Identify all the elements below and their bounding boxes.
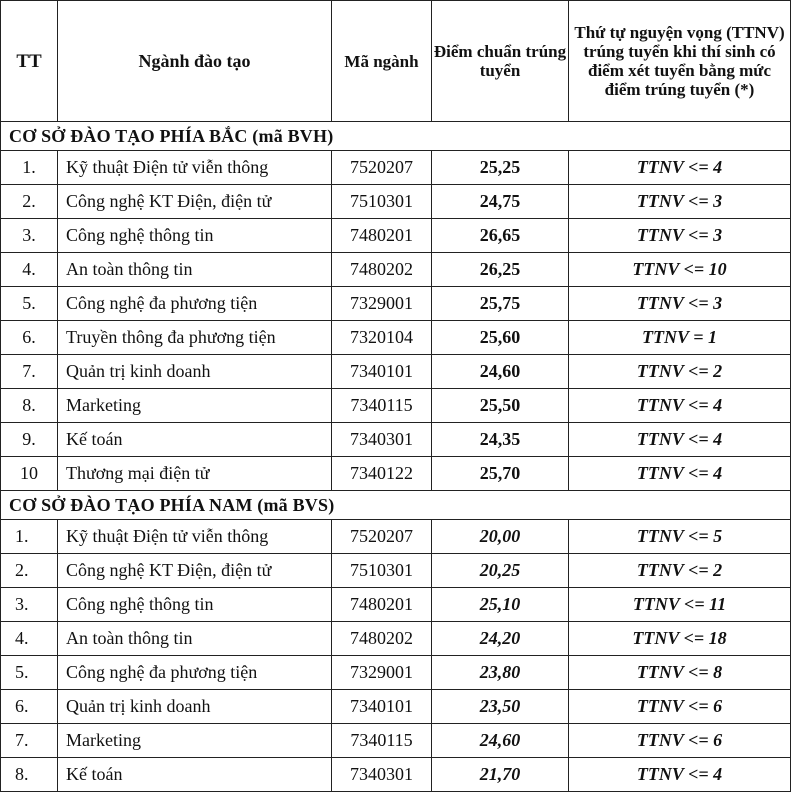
major-name: Truyền thông đa phương tiện (58, 321, 332, 355)
major-name: Kế toán (58, 758, 332, 792)
header-major: Ngành đào tạo (58, 1, 332, 122)
table-row (1, 724, 791, 758)
cutoff-score: 26,65 (432, 219, 569, 253)
major-code: 7340301 (332, 758, 432, 792)
cutoff-score: 24,60 (432, 724, 569, 758)
row-number: 6. (1, 690, 58, 724)
cutoff-score: 25,10 (432, 588, 569, 622)
ttnv-value: TTNV <= 3 (569, 287, 791, 321)
ttnv-value: TTNV = 1 (569, 321, 791, 355)
cutoff-score: 23,50 (432, 690, 569, 724)
section-title: CƠ SỞ ĐÀO TẠO PHÍA BẮC (mã BVH) (1, 122, 791, 151)
major-name: Công nghệ KT Điện, điện tử (58, 554, 332, 588)
row-number: 8. (1, 389, 58, 423)
table-row (1, 287, 791, 321)
ttnv-value: TTNV <= 5 (569, 520, 791, 554)
major-name: Công nghệ KT Điện, điện tử (58, 185, 332, 219)
header-tt: TT (1, 1, 58, 122)
cutoff-score: 25,25 (432, 151, 569, 185)
table-row (1, 690, 791, 724)
cutoff-score: 24,35 (432, 423, 569, 457)
ttnv-value: TTNV <= 11 (569, 588, 791, 622)
row-number: 2. (1, 554, 58, 588)
table-row (1, 253, 791, 287)
table-body (1, 122, 791, 792)
ttnv-value: TTNV <= 10 (569, 253, 791, 287)
cutoff-score: 25,50 (432, 389, 569, 423)
major-code: 7340115 (332, 389, 432, 423)
major-name: An toàn thông tin (58, 253, 332, 287)
major-name: Thương mại điện tử (58, 457, 332, 491)
major-code: 7340101 (332, 355, 432, 389)
major-name: Kế toán (58, 423, 332, 457)
row-number: 1. (1, 151, 58, 185)
ttnv-value: TTNV <= 6 (569, 724, 791, 758)
major-name: Kỹ thuật Điện tử viễn thông (58, 520, 332, 554)
cutoff-score: 25,60 (432, 321, 569, 355)
section-title: CƠ SỞ ĐÀO TẠO PHÍA NAM (mã BVS) (1, 491, 791, 520)
table-row (1, 151, 791, 185)
major-name: Công nghệ thông tin (58, 588, 332, 622)
ttnv-value: TTNV <= 18 (569, 622, 791, 656)
cutoff-score: 25,70 (432, 457, 569, 491)
table-row (1, 457, 791, 491)
ttnv-value: TTNV <= 2 (569, 554, 791, 588)
major-code: 7510301 (332, 554, 432, 588)
ttnv-value: TTNV <= 2 (569, 355, 791, 389)
major-code: 7340115 (332, 724, 432, 758)
cutoff-score: 23,80 (432, 656, 569, 690)
ttnv-value: TTNV <= 4 (569, 389, 791, 423)
row-number: 6. (1, 321, 58, 355)
section-header (1, 122, 791, 151)
cutoff-score: 20,25 (432, 554, 569, 588)
table-row (1, 219, 791, 253)
header-ttnv: Thứ tự nguyện vọng (TTNV) trúng tuyển khi thí sinh có điểm xét tuyển bằng mức điểm trúng tuyển (*) (569, 1, 791, 122)
major-code: 7340301 (332, 423, 432, 457)
table-row (1, 622, 791, 656)
major-name: An toàn thông tin (58, 622, 332, 656)
major-code: 7480201 (332, 219, 432, 253)
row-number: 10 (1, 457, 58, 491)
cutoff-score: 24,20 (432, 622, 569, 656)
row-number: 3. (1, 219, 58, 253)
major-code: 7340101 (332, 690, 432, 724)
major-code: 7340122 (332, 457, 432, 491)
major-code: 7520207 (332, 151, 432, 185)
major-code: 7480202 (332, 622, 432, 656)
row-number: 4. (1, 253, 58, 287)
major-code: 7329001 (332, 656, 432, 690)
table-row (1, 321, 791, 355)
table-row (1, 656, 791, 690)
major-name: Quản trị kinh doanh (58, 355, 332, 389)
major-name: Công nghệ thông tin (58, 219, 332, 253)
major-code: 7480201 (332, 588, 432, 622)
major-name: Marketing (58, 724, 332, 758)
row-number: 8. (1, 758, 58, 792)
major-name: Marketing (58, 389, 332, 423)
cutoff-score: 21,70 (432, 758, 569, 792)
major-name: Công nghệ đa phương tiện (58, 656, 332, 690)
ttnv-value: TTNV <= 4 (569, 423, 791, 457)
major-code: 7320104 (332, 321, 432, 355)
major-name: Công nghệ đa phương tiện (58, 287, 332, 321)
section-header (1, 491, 791, 520)
major-code: 7520207 (332, 520, 432, 554)
major-name: Quản trị kinh doanh (58, 690, 332, 724)
row-number: 7. (1, 724, 58, 758)
header-code: Mã ngành (332, 1, 432, 122)
ttnv-value: TTNV <= 4 (569, 151, 791, 185)
table-row (1, 520, 791, 554)
row-number: 1. (1, 520, 58, 554)
cutoff-score: 20,00 (432, 520, 569, 554)
ttnv-value: TTNV <= 6 (569, 690, 791, 724)
table-row (1, 758, 791, 792)
row-number: 5. (1, 656, 58, 690)
table-row (1, 423, 791, 457)
table-row (1, 554, 791, 588)
ttnv-value: TTNV <= 4 (569, 758, 791, 792)
row-number: 4. (1, 622, 58, 656)
major-code: 7329001 (332, 287, 432, 321)
row-number: 3. (1, 588, 58, 622)
ttnv-value: TTNV <= 4 (569, 457, 791, 491)
table-row (1, 588, 791, 622)
cutoff-score: 26,25 (432, 253, 569, 287)
major-code: 7480202 (332, 253, 432, 287)
row-number: 2. (1, 185, 58, 219)
ttnv-value: TTNV <= 3 (569, 185, 791, 219)
row-number: 7. (1, 355, 58, 389)
cutoff-score: 24,75 (432, 185, 569, 219)
table-row (1, 389, 791, 423)
row-number: 5. (1, 287, 58, 321)
ttnv-value: TTNV <= 3 (569, 219, 791, 253)
table-row (1, 185, 791, 219)
ttnv-value: TTNV <= 8 (569, 656, 791, 690)
header-row (1, 1, 791, 122)
major-code: 7510301 (332, 185, 432, 219)
row-number: 9. (1, 423, 58, 457)
table-row (1, 355, 791, 389)
header-score: Điểm chuẩn trúng tuyển (432, 1, 569, 122)
cutoff-score: 24,60 (432, 355, 569, 389)
cutoff-score: 25,75 (432, 287, 569, 321)
major-name: Kỹ thuật Điện tử viễn thông (58, 151, 332, 185)
